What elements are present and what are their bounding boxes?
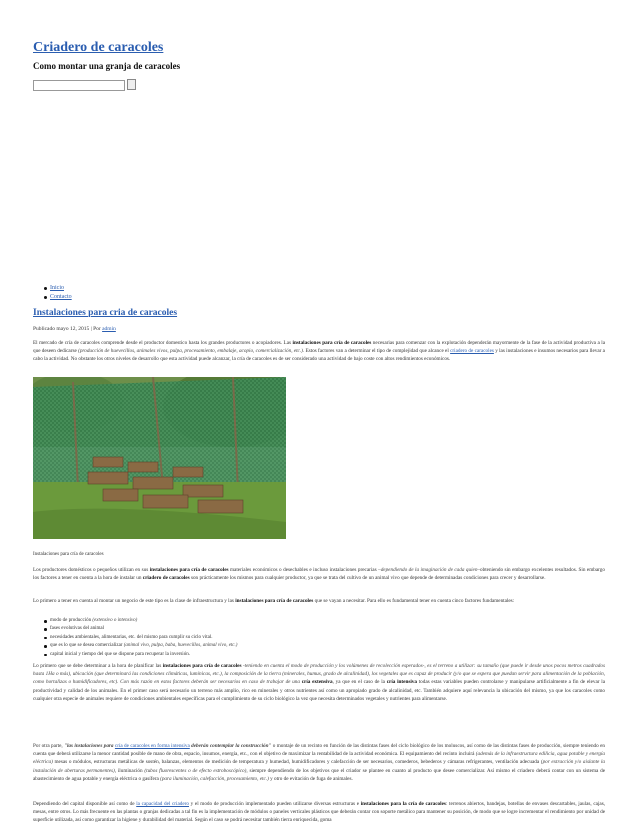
list-item: necesidades ambientales, alimentarias, etc. del mismo para cumplir su ciclo vital. bbox=[50, 634, 450, 642]
image-caption: Instalaciones para cría de caracoles bbox=[33, 552, 104, 557]
post-meta bbox=[33, 326, 116, 332]
list-item: capital inicial y tiempo del que se dispone para recuperar la inversión. bbox=[50, 651, 450, 659]
author-link[interactable]: admin bbox=[102, 326, 116, 332]
paragraph-2: Los productores domésticos o pequeños utilizan en sus instalaciones para cría de caracoles materiales económicos o desechables e incluso instalaciones precarias –dependiendo de la imaginación de cada quien–obteniendo sin embargo excelentes resultados. Sin embargo los factores a tener en cuenta a la hora de instalar un criadero de caracoles son prácticamente los mismos para cualquier productor, ya que se trata del cultivo de un animal vivo que depende de determinadas condiciones para crecer y desarrollarse. bbox=[33, 567, 605, 582]
criadero-link[interactable]: criadero de caracoles bbox=[450, 348, 494, 355]
paragraph-6: Dependiendo del capital disponible así como de la capacidad del criadero y el modo de producción implementado pueden utilizarse diversas estructuras e instalaciones para la cría de caracoles: terrenos abiertos, bandejas, botellas de envases descartables, jaulas, cajas, mesas, entre otros. Lo más frecuente en las plantas o granjas dedicadas a tal fin es la implementación de módulos o paneles verticales plásticos que deberán contar con soporte metálico para mantener su posición, de modo que se logre incrementar el rendimiento por unidad de superficie utilizada, así como garantizar la higiene y durabilidad del material. Según el caso se podrá necesitar también tierra enriquecida, goma bbox=[33, 801, 606, 824]
factors-list bbox=[50, 617, 450, 659]
capacidad-criadero-link[interactable]: la capacidad del criadero bbox=[136, 801, 189, 807]
nav-item-label[interactable]: Inicio bbox=[50, 285, 64, 291]
paragraph-5: Por otra parte, "las instalaciones para cría de caracoles en forma intensiva deberán contemplar la construcción" o montaje de un recinto en función de las distintas fases del ciclo biológico de los moluscos, así como de las distintas fases de producción, siempre teniendo en cuenta que deberá utilizarse la menor cantidad posible de mano de obra, espacio, insumos, energía, etc., con el objetivo de maximizar la rentabilidad de la actividad económica. El equipamiento del recinto incluirá (además de la infraestructura edilicia, agua potable y energía eléctrica) mesas o módulos, estructuras metálicas de sostén, balanzas, elementos de medición de temperatura y humedad, humidificadores y calefacción de ser necesarios, comederos, bebederos y cámaras refrigerantes, ventilación adecuada (por extracción y/o aislante la instalación de aberturas permanentes), iluminación (tubos fluorescentes o de efecto estroboscópico), siempre dependiendo de los objetivos que el criador se plantee en cuanto al producto que desee comercializar. Así mismo el criadero deberá contar con un sistema de abastecimiento de agua potable y energía eléctrica o gasífera (para iluminación, calefacción, procesamiento, etc.) y otro de evitación de fuga de animales. bbox=[33, 743, 606, 782]
site-title[interactable]: Criadero de caracoles bbox=[33, 40, 164, 55]
paragraph-3: Lo primero a tener en cuenta al montar un negocio de este tipo es la clase de infraestructura y las instalaciones para cría de caracoles que se vayan a necesitar. Para ello es fundamental tener en cuenta cinco factores fundamentales: bbox=[33, 598, 515, 604]
site-tagline: Como montar una granja de caracoles bbox=[33, 61, 181, 71]
list-item: modo de producción (extensivo o intensivo) bbox=[50, 617, 450, 625]
post-title[interactable]: Instalaciones para cria de caracoles bbox=[33, 308, 178, 318]
post-image bbox=[33, 377, 286, 539]
nav-item-inicio[interactable] bbox=[50, 284, 72, 293]
snail-farm-photo bbox=[33, 377, 286, 539]
main-nav bbox=[50, 284, 72, 302]
search-input[interactable] bbox=[33, 80, 125, 91]
paragraph-intro: El mercado de cría de caracoles comprende desde el productor domestico hasta los grandes productores o acopiadores. Las instalaciones para cría de caracoles necesarias para comenzar con la explotación dependerán mayormente de la fase de la actividad productiva a la que deseen dedicarse (producción de huevecillos, animales vivos, pulpa, procesamiento, embalaje, acopio, comercialización, etc.). Estos factores van a determinar el tipo de complejidad que alcance el criadero de caracoles y las instalaciones e insumos necesarios para llevar a cabo la actividad. No obstante los otros niveles de desarrollo que esta actividad puede alcanzar, la cría de caracoles es de ser considerado una actividad de bajo coste con altos rendimientos económicos. bbox=[33, 340, 605, 363]
nav-item-contacto[interactable] bbox=[50, 293, 72, 302]
list-item: fases evolutivas del animal bbox=[50, 625, 450, 633]
list-item: que es lo que se desea comercializar (animal vivo, pulpa, baba, huevecillos, animal vivo, etc.) bbox=[50, 642, 450, 650]
paragraph-4: Lo primero que se debe determinar a la hora de planificar las instalaciones para cría de caracoles -teniendo en cuenta el modo de producción y los volúmenes de recolección esperados-, es el terreno a utilizar: su tamaño (que puede ir desde unos pocos metros cuadrados hasta 1Ha o más), ubicación (que determinará las condiciones climáticas, lumínicas, etc.), la composición de la tierra (minerales, humus, grado de alcalinidad), los vegetales que es capaz de producir (y/o que se espera que puedan servir para alimentación de la población, como hortalizas o humidificadores, etc). Con más razón en estos factores deberán ser necesarios en caso de trabajar de una cría extensiva, ya que en el caso de la cría intensiva todas estas variables pueden controlarse y manipularse artificialmente a fin de elevar la productividad y calidad de los animales. En el primer caso será necesario un terreno más amplio, rico en minerales y otros nutrientes así como un apropiado grado de alcalinidad, etc. También adquiere aquí relevancia la ubicación del mismo, ya que los caracoles como cualquier otra especie de animales requiere de condiciones ambientales específicas para el cumplimiento de su ciclo biológico la vez que necesita determinados vegetales y nutrientes para alimentarse. bbox=[33, 663, 605, 702]
cria-intensiva-link[interactable]: cría de caracoles en forma intensiva bbox=[114, 743, 190, 749]
post-date: Publicado mayo 12, 2015 | Por bbox=[33, 326, 103, 332]
nav-item-label[interactable]: Contacto bbox=[50, 294, 72, 300]
search-button[interactable] bbox=[127, 79, 136, 90]
